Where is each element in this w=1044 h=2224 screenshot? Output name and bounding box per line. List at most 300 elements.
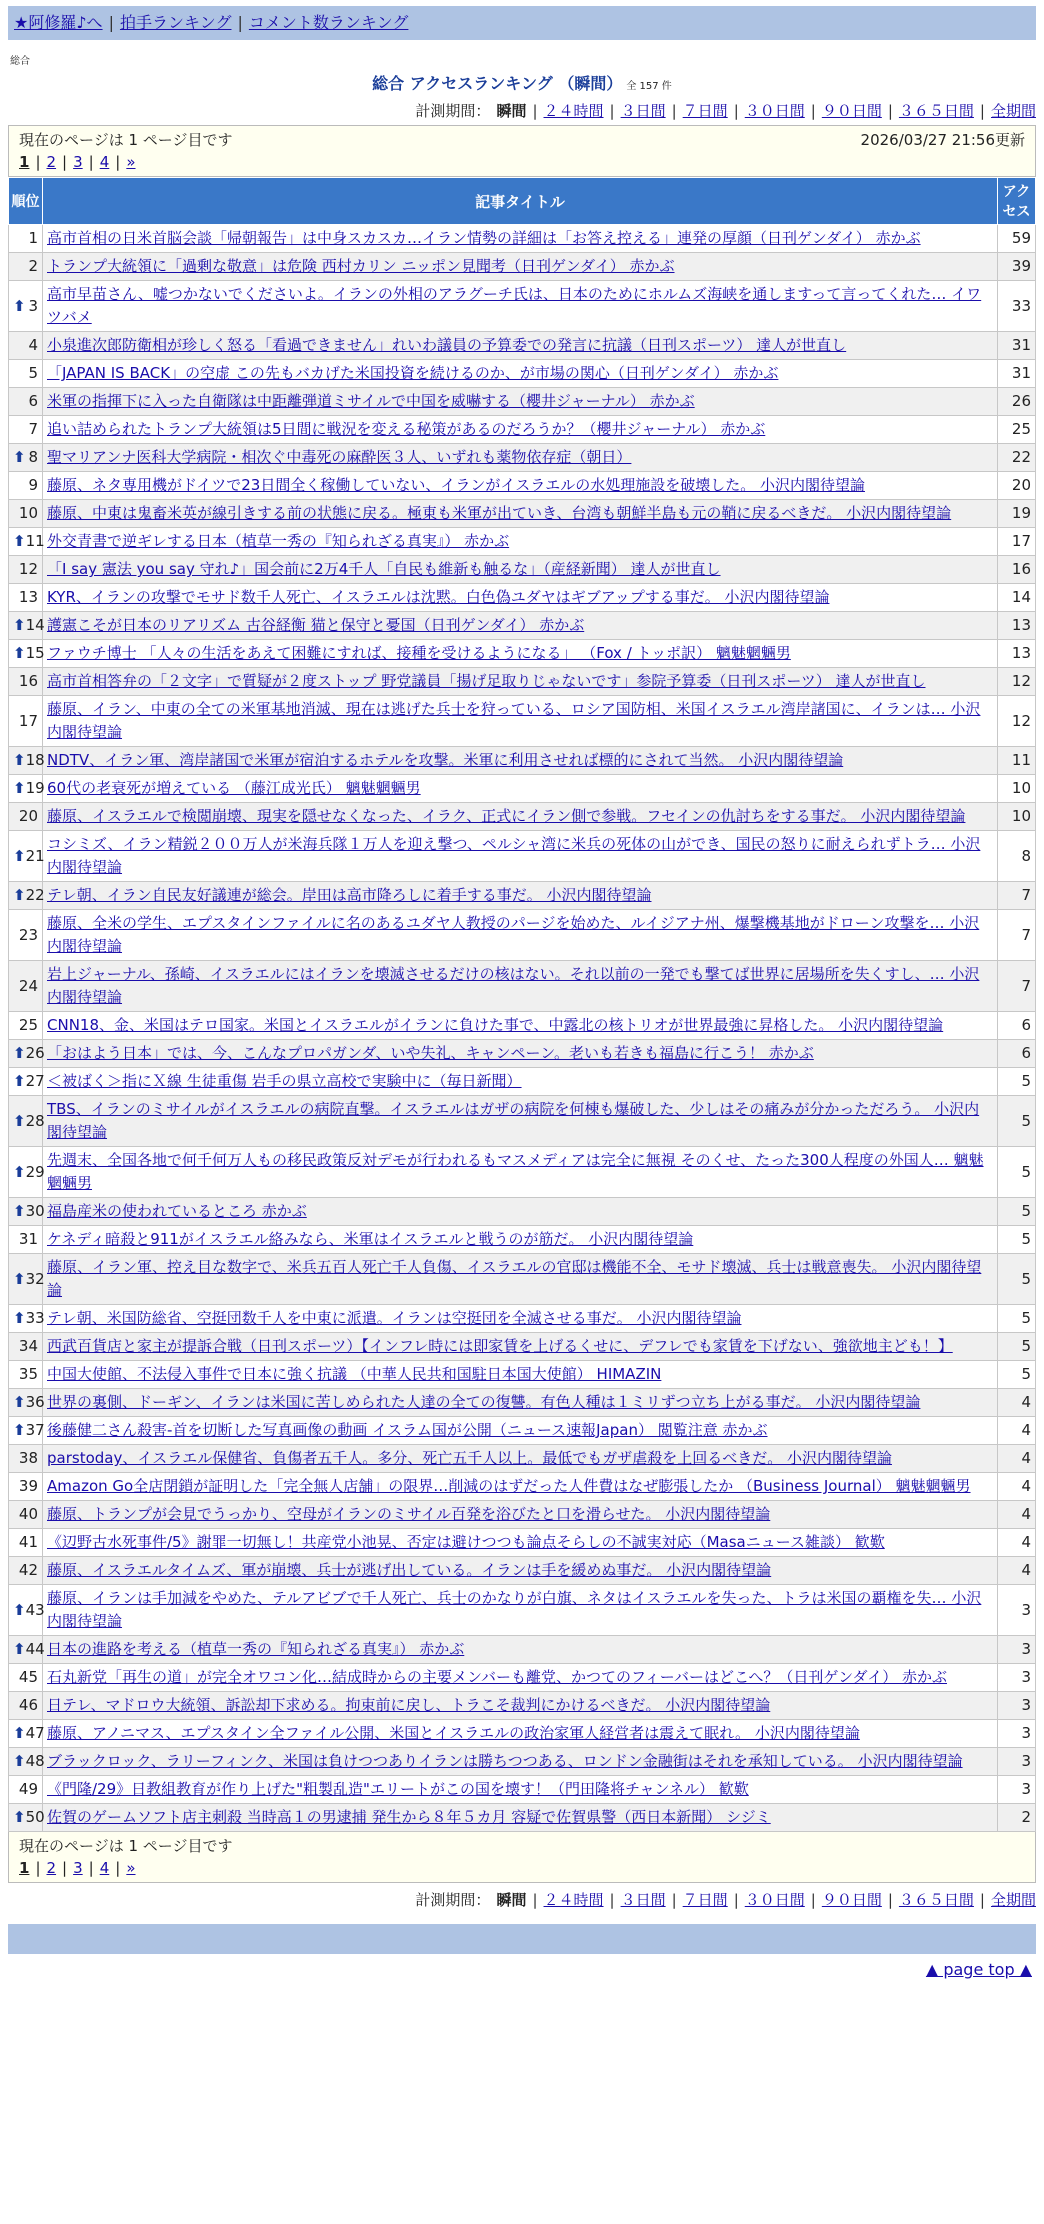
article-link[interactable]: ＜被ばく＞指にＸ線 生徒重傷 岩手の県立高校で実験中に（毎日新聞） [47,1072,522,1090]
access-count: 20 [998,472,1036,500]
access-count: 3 [998,1692,1036,1720]
period-option-link[interactable]: 全期間 [990,102,1036,120]
up-arrow-icon: ⬆ [13,644,26,662]
rank-number: 30 [25,1202,45,1220]
page-link[interactable]: 3 [73,153,83,171]
access-count: 25 [998,416,1036,444]
rank-cell [9,747,43,775]
clap-ranking-link[interactable]: 拍手ランキング [119,13,232,32]
rank-cell [9,1664,43,1692]
article-link[interactable]: 西武百貨店と家主が提訴合戦（日刊スポーツ）【インフレ時には即家賃を上げるくせに、デフレでも家賃を下げない、強欲地主ども！】 [47,1337,953,1355]
rank-number: 48 [25,1752,45,1770]
title-cell [43,1445,998,1473]
page-separator: | [115,153,121,171]
title-cell [43,882,998,910]
article-link[interactable]: 外交青書で逆ギレする日本（植草一秀の『知られざる真実』） 赤かぶ [47,532,510,550]
rank-cell [9,1226,43,1254]
period-current: 瞬間 [496,102,527,120]
article-link[interactable]: 世界の裏側、ドーギン、イランは米国に苦しめられた人達の全ての復讐。有色人種は１ミリずつ立ち上がる事だ。 小沢内閣待望論 [47,1393,921,1411]
up-arrow-icon: ⬆ [13,779,26,797]
up-arrow-icon: ⬆ [13,1640,26,1658]
article-link[interactable]: 藤原、ネタ専用機がドイツで23日間全く稼働していない、イランがイスラエルの水処理施設を破壊した。 小沢内閣待望論 [47,476,865,494]
page-link[interactable]: 2 [46,1859,57,1877]
rank-cell [9,696,43,747]
rank-cell [9,1096,43,1147]
access-count: 16 [998,556,1036,584]
article-link[interactable]: トランプ大統領に「過剰な敬意」は危険 西村カリン ニッポン見聞考（日刊ゲンダイ） 赤かぶ [47,257,675,275]
rank-number: 14 [25,616,45,634]
updated-time: 2026/03/27 21:56更新 [860,131,1025,149]
title-cell [43,472,998,500]
footer-bar [8,1924,1036,1954]
rank-cell [9,1068,43,1096]
table-row [9,1445,1036,1473]
rank-cell [9,803,43,831]
title-cell [43,584,998,612]
article-link[interactable]: 藤原、アノニマス、エプスタイン全ファイル公開、米国とイスラエルの政治家軍人経営者は震えて眠れ。 小沢内閣待望論 [47,1724,860,1742]
access-count: 31 [998,360,1036,388]
title-cell [43,1501,998,1529]
title-cell [43,1417,998,1445]
header-rank: 順位 [9,178,43,225]
period-option-link[interactable]: ３日間 [620,1891,666,1909]
period-separator: | [810,1891,816,1909]
table-row [9,556,1036,584]
access-count: 10 [998,803,1036,831]
article-link[interactable]: 《門隆/29》日教組教育が作り上げた"粗製乱造"エリートがこの国を壊す！（門田隆将チャンネル） 歓歎 [47,1780,749,1798]
article-link[interactable]: parstoday、イスラエル保健省、負傷者五千人。多分、死亡五千人以上。最低でもガザ虐殺を上回るべきだ。 小沢内閣待望論 [47,1449,892,1467]
table-row [9,640,1036,668]
article-link[interactable]: 藤原、中東は鬼畜米英が線引きする前の状態に戻る。極東も米軍が出ていき、台湾も朝鮮半島も元の鞘に戻るべきだ。 小沢内閣待望論 [47,504,952,522]
rank-number: 5 [28,364,38,382]
rank-number: 18 [25,751,45,769]
rank-cell [9,910,43,961]
rank-cell [9,1473,43,1501]
access-count: 3 [998,1585,1036,1636]
access-count: 7 [998,882,1036,910]
table-row [9,360,1036,388]
article-link[interactable]: 高市早苗さん、嘘つかないでくださいよ。イランの外相のアラグーチ氏は、日本のためにホルムズ海峡を通しますって言ってくれた… イワツバメ [47,285,982,326]
up-arrow-icon: ⬆ [13,886,26,904]
page-link[interactable]: 3 [73,1859,83,1877]
next-page-link[interactable]: » [126,1859,136,1877]
comment-ranking-link[interactable]: コメント数ランキング [248,13,409,32]
page-separator: | [62,153,68,171]
period-separator: | [733,102,739,120]
period-option-link[interactable]: ３日間 [620,102,666,120]
header-access: アクセス [998,178,1036,225]
rank-cell [9,253,43,281]
ranking-table [8,177,1036,1832]
title-cell [43,775,998,803]
category-label: 総合 [10,56,30,67]
table-row [9,831,1036,882]
rank-number: 16 [18,672,38,690]
nav-separator: | [108,13,114,32]
article-link[interactable]: 福島産米の使われているところ 赤かぶ [47,1202,307,1220]
rank-number: 1 [28,229,38,247]
rank-number: 6 [28,392,38,410]
article-link[interactable]: 米軍の指揮下に入った自衛隊は中距離弾道ミサイルで中国を威嚇する（櫻井ジャーナル） 赤かぶ [47,392,695,410]
page-status: 現在のページは 1 ページ目です [19,131,233,149]
total-count: 全 157 件 [626,81,672,92]
article-link[interactable]: 聖マリアンナ医科大学病院・相次ぐ中毒死の麻酔医３人、いずれも薬物依存症（朝日） [47,448,632,466]
page-link[interactable]: 2 [46,153,57,171]
page-status: 現在のページは 1 ページ目です [19,1837,233,1855]
period-separator: | [887,1891,893,1909]
table-row [9,1254,1036,1305]
rank-number: 9 [28,476,38,494]
article-link[interactable]: 《辺野古水死事件/5》謝罪一切無し！共産党小池晃、否定は避けつつも論点そらしの不誠実対応（Masaニュース雑談） 歓歎 [47,1533,885,1551]
period-option-link[interactable]: ２４時間 [543,1891,604,1909]
article-link[interactable]: 追い詰められたトランプ大統領は5日間に戦況を変える秘策があるのだろうか？（櫻井ジャーナル） 赤かぶ [47,420,766,438]
article-link[interactable]: ケネディ暗殺と911がイスラエル絡みなら、米軍はイスラエルと戦うのが筋だ。 小沢内閣待望論 [47,1230,694,1248]
page-link[interactable]: 4 [99,1859,110,1877]
access-count: 6 [998,1040,1036,1068]
period-option-link[interactable]: ３６５日間 [898,1891,974,1909]
title-cell [43,388,998,416]
access-count: 4 [998,1473,1036,1501]
title-cell [43,1664,998,1692]
table-row [9,388,1036,416]
period-separator: | [671,1891,677,1909]
table-row [9,1692,1036,1720]
table-row [9,961,1036,1012]
title-cell [43,556,998,584]
rank-cell [9,961,43,1012]
access-count: 7 [998,961,1036,1012]
access-count: 4 [998,1389,1036,1417]
rank-cell [9,882,43,910]
rank-cell [9,1748,43,1776]
title-cell [43,1147,998,1198]
table-row [9,1776,1036,1804]
up-arrow-icon: ⬆ [13,532,26,550]
access-count: 5 [998,1254,1036,1305]
rank-cell [9,1305,43,1333]
access-count: 59 [998,225,1036,253]
table-row [9,1748,1036,1776]
rank-number: 40 [18,1505,38,1523]
article-link[interactable]: 佐賀のゲームソフト店主刺殺 当時高１の男逮捕 発生から８年５カ月 容疑で佐賀県警（西日本新聞） シジミ [47,1808,771,1826]
access-count: 13 [998,640,1036,668]
rank-number: 17 [18,711,38,730]
title-cell [43,1305,998,1333]
current-page: 1 [19,153,30,171]
title-cell [43,332,998,360]
article-link[interactable]: 石丸新党「再生の道」が完全オワコン化…結成時からの主要メンバーも離党、かつてのフィーバーはどこへ？（日刊ゲンダイ） 赤かぶ [47,1668,947,1686]
access-count: 3 [998,1776,1036,1804]
rank-cell [9,1389,43,1417]
access-count: 31 [998,332,1036,360]
access-count: 5 [998,1333,1036,1361]
rank-number: 50 [25,1808,45,1826]
table-row [9,332,1036,360]
article-link[interactable]: テレ朝、イラン自民友好議連が総会。岸田は高市降ろしに着手する事だ。 小沢内閣待望論 [47,886,652,904]
article-link[interactable]: 藤原、イスラエルタイムズ、軍が崩壊、兵士が逃げ出している。イランは手を緩めぬ事だ。 小沢内閣待望論 [47,1561,772,1579]
title-cell [43,612,998,640]
table-row [9,803,1036,831]
up-arrow-icon: ⬆ [13,1309,26,1327]
page-link[interactable]: 4 [99,153,110,171]
period-current: 瞬間 [496,1891,527,1909]
title-cell [43,668,998,696]
access-count: 5 [998,1068,1036,1096]
article-link[interactable]: 「JAPAN IS BACK」の空虚 この先もバカげた米国投資を続けるのか、が市場の関心（日刊ゲンダイ） 赤かぶ [47,364,779,382]
period-option-link[interactable]: ７日間 [682,1891,728,1909]
rank-number: 41 [18,1533,38,1551]
article-link[interactable]: 藤原、イスラエルで検閲崩壊、現実を隠せなくなった、イラク、正式にイラン側で参戦。フセインの仇討ちをする事だ。 小沢内閣待望論 [47,807,966,825]
rank-cell [9,1776,43,1804]
title-cell [43,831,998,882]
article-link[interactable]: 高市首相答弁の「２文字」で質疑が２度ストップ 野党議員「揚げ足取りじゃないです」参院予算委（日刊スポーツ） 達人が世直し [47,672,926,690]
up-arrow-icon: ⬆ [13,1808,26,1826]
table-row [9,696,1036,747]
table-row [9,1226,1036,1254]
access-count: 4 [998,1445,1036,1473]
rank-cell [9,1529,43,1557]
page-separator: | [62,1859,68,1877]
rank-number: 42 [18,1561,38,1579]
page-links [19,151,1025,173]
title-cell [43,1254,998,1305]
up-arrow-icon: ⬆ [13,1600,26,1619]
title-cell [43,1720,998,1748]
table-row [9,747,1036,775]
rank-number: 19 [25,779,45,797]
up-arrow-icon: ⬆ [13,1752,26,1770]
article-link[interactable]: 後藤健二さん殺害-首を切断した写真画像の動画 イスラム国が公開（ニュース速報Japan） 閲覧注意 赤かぶ [47,1421,768,1439]
table-row [9,1305,1036,1333]
table-row [9,528,1036,556]
table-row [9,1361,1036,1389]
article-link[interactable]: 藤原、トランプが会見でうっかり、空母がイランのミサイル百発を浴びたと口を滑らせた。 小沢内閣待望論 [47,1505,771,1523]
table-row [9,1501,1036,1529]
table-row [9,1585,1036,1636]
access-count: 10 [998,775,1036,803]
title-cell [43,1692,998,1720]
access-count: 14 [998,584,1036,612]
article-link[interactable]: 藤原、イランは手加減をやめた、テルアビブで千人死亡、兵士のかなりが白旗、ネタはイスラエルを失った、トラは米国の覇権を失… 小沢内閣待望論 [47,1589,982,1630]
title-cell [43,747,998,775]
article-link[interactable]: コシミズ、イラン精鋭２００万人が米海兵隊１万人を迎え撃つ、ペルシャ湾に米兵の死体の山ができ、国民の怒りに耐えられずトラ… 小沢内閣待望論 [47,835,981,876]
title-cell [43,1333,998,1361]
article-link[interactable]: 「おはよう日本」では、今、こんなプロパガンダ、いや失礼、キャンペーン。老いも若きも福島に行こう！ 赤かぶ [47,1044,814,1062]
rank-number: 26 [25,1044,45,1062]
rank-cell [9,388,43,416]
title-cell [43,961,998,1012]
title-cell [43,500,998,528]
rank-cell [9,1147,43,1198]
table-row [9,1068,1036,1096]
rank-number: 22 [25,886,45,904]
period-option-link[interactable]: ９０日間 [821,102,882,120]
article-link[interactable]: 中国大使館、不法侵入事件で日本に強く抗議 （中華人民共和国駐日本国大使館） HIMAZIN [47,1365,662,1383]
rank-cell [9,1254,43,1305]
article-link[interactable]: ファウチ博士 「人々の生活をあえて困難にすれば、接種を受けるようになる」 （Fox / トッポ訳） 魑魅魍魎男 [47,644,791,662]
rank-cell [9,416,43,444]
article-link[interactable]: 藤原、イラン、中東の全ての米軍基地消滅、現在は逃げた兵士を狩っている、ロシア国防相、米国イスラエル湾岸諸国に、イランは… 小沢内閣待望論 [47,700,981,741]
period-option-link[interactable]: ９０日間 [821,1891,882,1909]
period-separator: | [532,1891,538,1909]
title-cell [43,803,998,831]
access-count: 3 [998,1720,1036,1748]
pagination-top [8,125,1036,177]
article-link[interactable]: CNN18、金、米国はテロ国家。米国とイスラエルがイランに負けた事で、中露北の核トリオが世界最強に昇格した。 小沢内閣待望論 [47,1016,944,1034]
title-cell [43,1473,998,1501]
access-count: 5 [998,1305,1036,1333]
rank-number: 39 [18,1477,38,1495]
up-arrow-icon: ⬆ [13,1724,26,1742]
title-cell [43,1585,998,1636]
rank-cell [9,1804,43,1832]
title-cell [43,1012,998,1040]
up-arrow-icon: ⬆ [13,751,26,769]
period-option-link[interactable]: 全期間 [990,1891,1036,1909]
title-cell [43,225,998,253]
article-link[interactable]: 60代の老衰死が増えている （藤江成光氏） 魑魅魍魎男 [47,779,421,797]
period-option-link[interactable]: ７日間 [682,102,728,120]
access-count: 3 [998,1748,1036,1776]
rank-cell [9,360,43,388]
article-link[interactable]: ブラックロック、ラリーフィンク、米国は負けつつありイランは勝ちつつある、ロンドン金融街はそれを承知している。 小沢内閣待望論 [47,1752,963,1770]
period-separator: | [609,102,615,120]
rank-number: 11 [25,532,45,550]
table-row [9,1096,1036,1147]
title-cell [43,1040,998,1068]
rank-number: 4 [28,336,38,354]
title-cell [43,416,998,444]
rank-cell [9,225,43,253]
period-separator: | [532,102,538,120]
period-separator: | [733,1891,739,1909]
up-arrow-icon: ⬆ [13,1072,26,1090]
title-cell [43,444,998,472]
article-link[interactable]: TBS、イランのミサイルがイスラエルの病院直撃。イスラエルはガザの病院を何棟も爆破した、少しはその痛みが分かっただろう。 小沢内閣待望論 [47,1100,980,1141]
access-count: 5 [998,1198,1036,1226]
period-option-link[interactable]: ３０日間 [744,102,805,120]
rank-number: 28 [25,1111,45,1130]
rank-number: 35 [18,1365,38,1383]
table-row [9,444,1036,472]
article-link[interactable]: 藤原、イラン軍、控え目な数字で、米兵五百人死亡千人負傷、イスラエルの官邸は機能不全、モサド壊滅、兵士は戦意喪失。 小沢内閣待望論 [47,1258,982,1299]
period-separator: | [979,102,985,120]
up-arrow-icon: ⬆ [13,1044,26,1062]
rank-cell [9,1501,43,1529]
period-option-link[interactable]: ２４時間 [543,102,604,120]
title-cell [43,696,998,747]
rank-cell [9,1557,43,1585]
access-count: 13 [998,612,1036,640]
article-link[interactable]: 小泉進次郎防衛相が珍しく怒る「看過できません」れいわ議員の予算委での発言に抗議（日刊スポーツ） 達人が世直し [47,336,847,354]
access-count: 2 [998,1804,1036,1832]
article-link[interactable]: 藤原、全米の学生、エプスタインファイルに名のあるユダヤ人教授のパージを始めた、ルイジアナ州、爆撃機基地がドローン攻撃を… 小沢内閣待望論 [47,914,980,955]
article-link[interactable]: 「I say 憲法 you say 守れ♪」国会前に2万4千人「自民も維新も触るな」（産経新聞） 達人が世直し [47,560,721,578]
period-option-link[interactable]: ３６５日間 [898,102,974,120]
rank-cell [9,640,43,668]
period-separator: | [810,102,816,120]
current-page: 1 [19,1859,30,1877]
article-link[interactable]: 岩上ジャーナル、孫崎、イスラエルにはイランを壊滅させるだけの核はない。それ以前の一発でも撃てば世界に居場所を失くすし、… 小沢内閣待望論 [47,965,980,1006]
table-row [9,1417,1036,1445]
table-row [9,1804,1036,1832]
access-count: 4 [998,1557,1036,1585]
rank-cell [9,556,43,584]
period-option-link[interactable]: ３０日間 [744,1891,805,1909]
access-count: 17 [998,528,1036,556]
up-arrow-icon: ⬆ [13,1269,26,1288]
table-row [9,1557,1036,1585]
title-cell [43,360,998,388]
rank-cell [9,500,43,528]
article-link[interactable]: 日テレ、マドロウ大統領、訴訟却下求める。拘束前に戻し、トラこそ裁判にかけるべきだ。 小沢内閣待望論 [47,1696,771,1714]
table-row [9,416,1036,444]
up-arrow-icon: ⬆ [13,616,26,634]
access-count: 5 [998,1226,1036,1254]
up-arrow-icon: ⬆ [13,448,26,466]
table-row [9,472,1036,500]
up-arrow-icon: ⬆ [13,1162,26,1181]
rank-cell [9,1445,43,1473]
page-links [19,1857,1025,1879]
access-count: 7 [998,910,1036,961]
home-link[interactable]: ★阿修羅♪へ [14,13,103,32]
period-separator: | [979,1891,985,1909]
article-link[interactable]: 護憲こそが日本のリアリズム 古谷経衡 猫と保守と憂国（日刊ゲンダイ） 赤かぶ [47,616,585,634]
table-row [9,1664,1036,1692]
rank-number: 25 [18,1016,38,1034]
table-row [9,1473,1036,1501]
up-arrow-icon: ⬆ [13,1111,26,1130]
article-link[interactable]: 高市首相の日米首脳会談「帰朝報告」は中身スカスカ…イラン情勢の詳細は「お答え控える」連発の厚顔（日刊ゲンダイ） 赤かぶ [47,229,921,247]
table-row [9,584,1036,612]
table-row [9,775,1036,803]
title-cell [43,1557,998,1585]
title-cell [43,910,998,961]
article-link[interactable]: テレ朝、米国防総省、空挺団数千人を中東に派遣。イランは空挺団を全滅させる事だ。 小沢内閣待望論 [47,1309,742,1327]
rank-cell [9,1040,43,1068]
rank-cell [9,281,43,332]
rank-number: 2 [28,257,38,275]
access-count: 3 [998,1636,1036,1664]
table-row [9,612,1036,640]
rank-number: 45 [18,1668,38,1686]
table-row [9,253,1036,281]
rank-number: 49 [18,1780,38,1798]
period-selector-top [8,100,1036,121]
article-link[interactable]: 日本の進路を考える（植草一秀の『知られざる真実』） 赤かぶ [47,1640,465,1658]
title-cell [43,1068,998,1096]
access-count: 8 [998,831,1036,882]
title-cell [43,1361,998,1389]
page-top-link[interactable]: ▲ page top ▲ [925,1960,1032,1979]
title-cell [43,253,998,281]
article-link[interactable]: NDTV、イラン軍、湾岸諸国で米軍が宿泊するホテルを攻撃。米軍に利用させれば標的にされて当然。 小沢内閣待望論 [47,751,844,769]
rank-cell [9,1720,43,1748]
rank-number: 36 [25,1393,45,1411]
next-page-link[interactable]: » [126,153,136,171]
article-link[interactable]: 先週末、全国各地で何千何万人もの移民政策反対デモが行われるもマスメディアは完全に無視 そのくせ、たった300人程度の外国人… 魑魅魍魎男 [47,1151,984,1192]
rank-cell [9,668,43,696]
rank-number: 3 [28,296,38,315]
title-cell [43,1529,998,1557]
top-nav [8,6,1036,40]
access-count: 4 [998,1501,1036,1529]
table-row [9,1529,1036,1557]
rank-cell [9,775,43,803]
article-link[interactable]: Amazon Go全店閉鎖が証明した「完全無人店舗」の限界…削減のはずだった人件費はなぜ膨張したか （Business Journal） 魑魅魍魎男 [47,1477,971,1495]
article-link[interactable]: KYR、イランの攻撃でモサド数千人死亡、イスラエルは沈黙。白色偽ユダヤはギブアップする事だ。 小沢内閣待望論 [47,588,830,606]
